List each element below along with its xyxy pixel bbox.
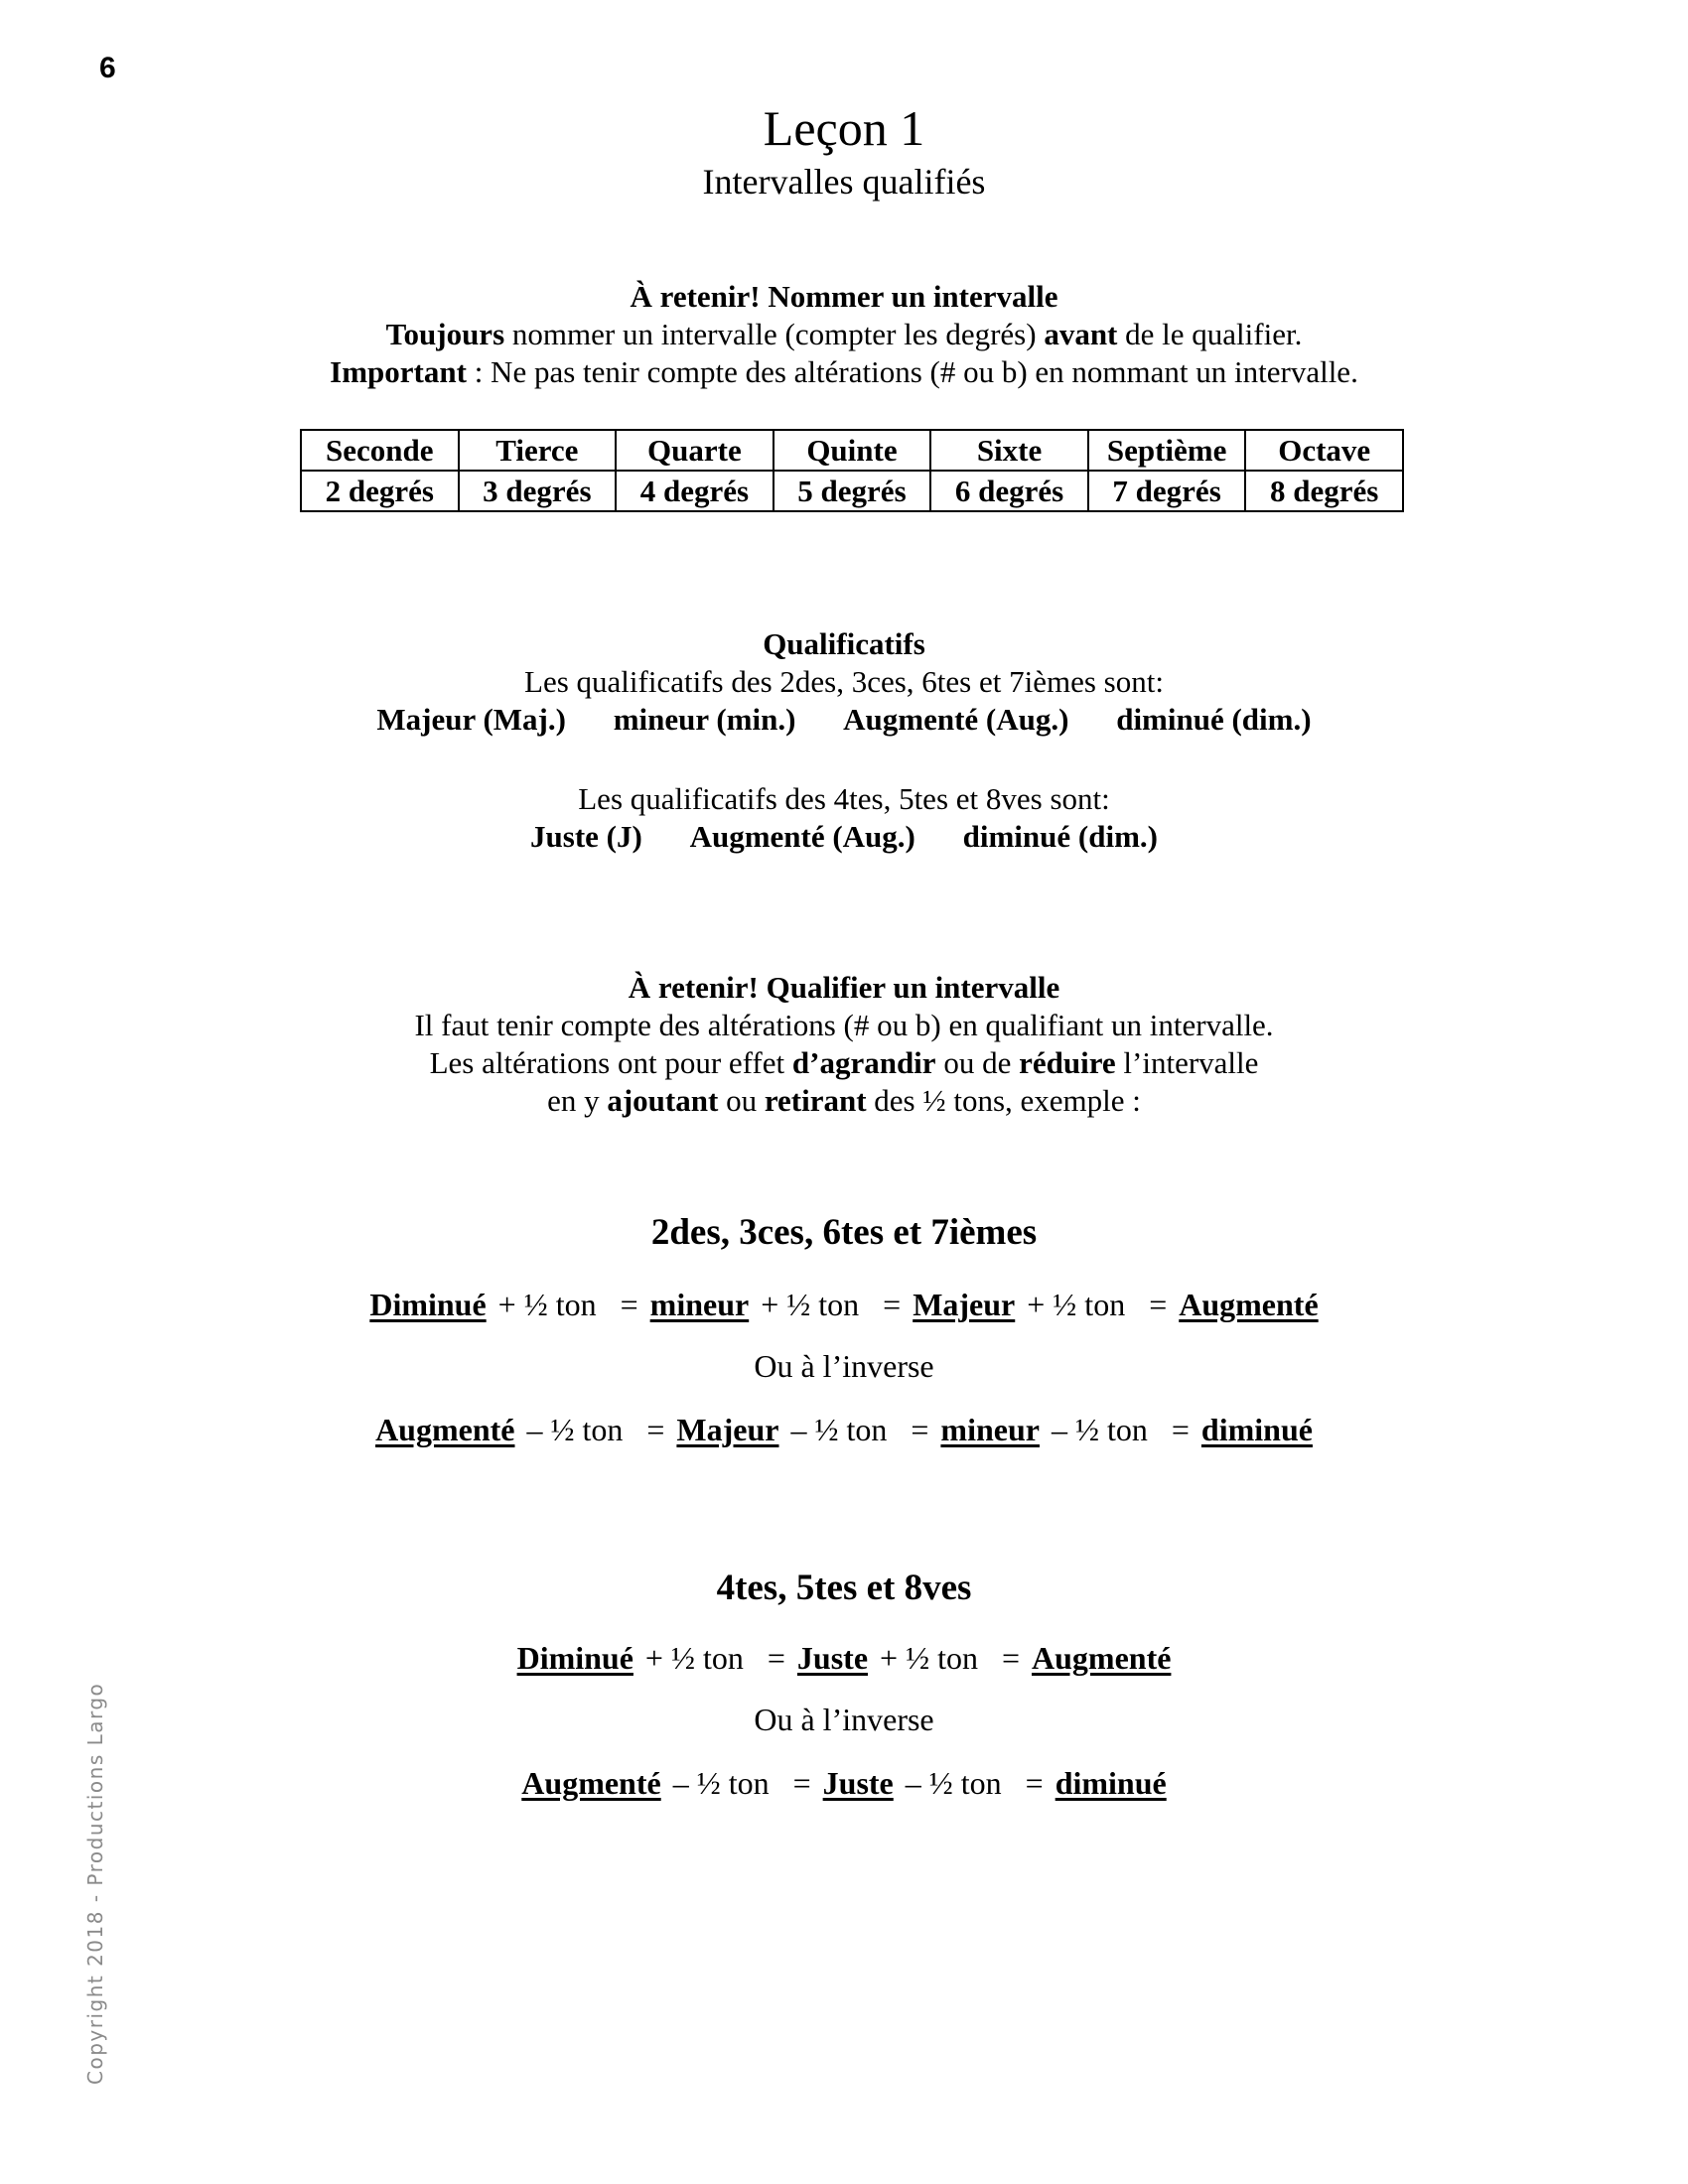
table-header-cell: Seconde (301, 430, 459, 471)
interval-degrees-table (300, 429, 1404, 512)
equation-operator: + ½ ton (880, 1640, 978, 1676)
equation-term: Augmenté (1032, 1640, 1172, 1676)
equation-operator: + ½ ton (1027, 1287, 1126, 1322)
qualifiers-line-2: Les qualificatifs des 4tes, 5tes et 8ves sont: (578, 781, 1110, 816)
equation-term: Diminué (516, 1640, 633, 1676)
table-header-cell: Quinte (774, 430, 931, 471)
copyright-notice: Copyright 2018 - Productions Largo (83, 1682, 107, 2085)
qualify-line-3: en y ajoutant ou retirant des ½ tons, exemple : (547, 1083, 1141, 1118)
naming-line-2: Important : Ne pas tenir compte des altérations (# ou b) en nommant un intervalle. (330, 354, 1358, 389)
qualifiers-list-1 (0, 701, 1688, 739)
equation-equals: = (620, 1287, 638, 1322)
qualifiers-line-1: Les qualificatifs des 2des, 3ces, 6tes et 7ièmes sont: (524, 664, 1164, 699)
table-cell: 6 degrés (930, 471, 1088, 511)
equation-backward-4tes (0, 1763, 1688, 1803)
equation-term: Majeur (676, 1412, 779, 1447)
qualifier-item: mineur (min.) (613, 702, 796, 737)
qualifier-item: diminué (dim.) (962, 819, 1158, 854)
qualifier-item: Majeur (Maj.) (376, 702, 566, 737)
table-cell: 2 degrés (301, 471, 459, 511)
equation-operator: – ½ ton (790, 1412, 888, 1447)
equation-term: Diminué (369, 1287, 487, 1322)
equation-term: Augmenté (1179, 1287, 1319, 1322)
table-row (301, 471, 1403, 511)
equation-term: Augmenté (375, 1412, 515, 1447)
naming-heading: À retenir! Nommer un intervalle (630, 279, 1058, 314)
equation-equals: = (1025, 1765, 1044, 1801)
naming-line-1: Toujours nommer un intervalle (compter les degrés) avant de le qualifier. (385, 317, 1303, 351)
qualify-line-2: Les altérations ont pour effet d’agrandir ou de réduire l’intervalle (429, 1045, 1259, 1080)
equation-term: mineur (649, 1287, 750, 1322)
table-cell: 5 degrés (774, 471, 931, 511)
lesson-title: Leçon 1 (763, 100, 925, 156)
equation-backward-2des (0, 1410, 1688, 1449)
equation-term: diminué (1200, 1412, 1313, 1447)
table-cell: 7 degrés (1088, 471, 1246, 511)
table-header-cell: Sixte (930, 430, 1088, 471)
equation-term: Juste (822, 1765, 894, 1801)
equation-term: diminué (1055, 1765, 1167, 1801)
qualifiers-section (0, 625, 1688, 739)
qualifier-item: Juste (J) (530, 819, 642, 854)
equation-term: Juste (796, 1640, 869, 1676)
section-heading-4tes: 4tes, 5tes et 8ves (716, 1568, 972, 1608)
qualify-heading: À retenir! Qualifier un intervalle (628, 970, 1060, 1005)
table-cell: 4 degrés (616, 471, 774, 511)
inverse-label: Ou à l’inverse (754, 1702, 934, 1737)
equation-term: mineur (940, 1412, 1040, 1447)
table-header-cell: Quarte (616, 430, 774, 471)
equation-operator: + ½ ton (497, 1287, 597, 1322)
equation-equals: = (767, 1640, 785, 1676)
qualify-section (0, 969, 1688, 1120)
lesson-subtitle: Intervalles qualifiés (702, 162, 986, 202)
qualifier-item: diminué (dim.) (1116, 702, 1312, 737)
table-header-cell: Octave (1245, 430, 1403, 471)
equation-operator: + ½ ton (761, 1287, 860, 1322)
equation-equals: = (883, 1287, 902, 1322)
equation-equals: = (646, 1412, 665, 1447)
equation-operator: – ½ ton (905, 1765, 1002, 1801)
equation-forward-4tes (0, 1638, 1688, 1678)
equation-equals: = (792, 1765, 811, 1801)
table-header-row (301, 430, 1403, 471)
qualifiers-heading: Qualificatifs (763, 626, 925, 661)
equation-operator: – ½ ton (672, 1765, 770, 1801)
table-header-cell: Septième (1088, 430, 1246, 471)
table-cell: 3 degrés (459, 471, 617, 511)
qualifiers-section-2 (0, 780, 1688, 856)
qualifier-item: Augmenté (Aug.) (843, 702, 1069, 737)
equation-equals: = (1001, 1640, 1020, 1676)
equation-operator: – ½ ton (526, 1412, 624, 1447)
equation-equals: = (1171, 1412, 1190, 1447)
equation-equals: = (1149, 1287, 1168, 1322)
table-header-cell: Tierce (459, 430, 617, 471)
equation-operator: + ½ ton (644, 1640, 744, 1676)
equation-equals: = (911, 1412, 929, 1447)
equation-operator: – ½ ton (1051, 1412, 1148, 1447)
qualifier-item: Augmenté (Aug.) (689, 819, 915, 854)
equation-forward-2des (0, 1285, 1688, 1324)
equation-term: Majeur (913, 1287, 1016, 1322)
equation-term: Augmenté (521, 1765, 661, 1801)
page-number: 6 (99, 52, 116, 84)
section-heading-2des: 2des, 3ces, 6tes et 7ièmes (650, 1212, 1038, 1253)
table-cell: 8 degrés (1245, 471, 1403, 511)
qualify-line-1: Il faut tenir compte des altérations (# ou b) en qualifiant un intervalle. (414, 1008, 1274, 1042)
inverse-label: Ou à l’inverse (754, 1348, 934, 1384)
naming-section (0, 278, 1688, 391)
qualifiers-list-2 (0, 818, 1688, 856)
